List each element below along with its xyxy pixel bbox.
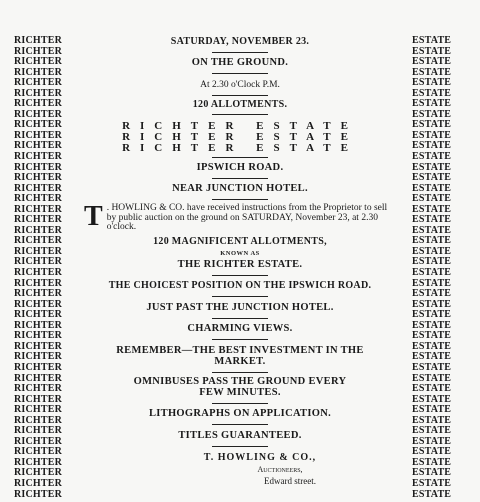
estate-label: ESTATE bbox=[412, 467, 452, 479]
estate-line-1: RICHTER ESTATE bbox=[122, 120, 358, 132]
choicest-position: THE CHOICEST POSITION ON THE IPSWICH ROAD. bbox=[108, 280, 372, 291]
auctioneer-address: Edward street. bbox=[264, 476, 316, 486]
richter-label: RICHTER bbox=[14, 161, 63, 173]
richter-label: RICHTER bbox=[14, 383, 63, 395]
richter-label: RICHTER bbox=[14, 214, 63, 226]
junction-hotel-note: JUST PAST THE JUNCTION HOTEL. bbox=[146, 302, 334, 313]
allotments-count: 120 ALLOTMENTS. bbox=[192, 99, 288, 110]
estate-label: ESTATE bbox=[412, 161, 452, 173]
divider bbox=[212, 318, 268, 319]
richter-label: RICHTER bbox=[14, 414, 63, 426]
richter-label: RICHTER bbox=[14, 267, 63, 279]
richter-label: RICHTER bbox=[14, 87, 63, 99]
estate-label: ESTATE bbox=[412, 340, 452, 352]
divider bbox=[212, 178, 268, 179]
estate-label: ESTATE bbox=[412, 309, 452, 321]
estate-label: ESTATE bbox=[412, 66, 452, 78]
estate-label: ESTATE bbox=[412, 488, 452, 500]
omnibus-line-2: FEW MINUTES. bbox=[199, 387, 281, 398]
estate-label: ESTATE bbox=[412, 98, 452, 110]
richter-label: RICHTER bbox=[14, 361, 63, 373]
estate-label: ESTATE bbox=[412, 425, 452, 437]
richter-label: RICHTER bbox=[14, 446, 63, 458]
estate-label: ESTATE bbox=[412, 372, 452, 384]
estate-label: ESTATE bbox=[412, 288, 452, 300]
richter-label: RICHTER bbox=[14, 404, 63, 416]
estate-label: ESTATE bbox=[412, 319, 452, 331]
richter-label: RICHTER bbox=[14, 330, 63, 342]
richter-label: RICHTER bbox=[14, 66, 63, 78]
omnibus-line-1: OMNIBUSES PASS THE GROUND EVERY bbox=[133, 376, 347, 387]
richter-label: RICHTER bbox=[14, 319, 63, 331]
estate-label: ESTATE bbox=[412, 214, 452, 226]
auction-time: At 2.30 o'Clock P.M. bbox=[200, 80, 280, 90]
estate-label: ESTATE bbox=[412, 224, 452, 236]
divider bbox=[212, 275, 268, 276]
estate-label: ESTATE bbox=[412, 414, 452, 426]
richter-label: RICHTER bbox=[14, 256, 63, 268]
richter-label: RICHTER bbox=[14, 193, 63, 205]
richter-label: RICHTER bbox=[14, 435, 63, 447]
richter-label: RICHTER bbox=[14, 488, 63, 500]
estate-label: ESTATE bbox=[412, 477, 452, 489]
divider bbox=[212, 95, 268, 96]
richter-label: RICHTER bbox=[14, 119, 63, 131]
estate-line-2: RICHTER ESTATE bbox=[122, 131, 358, 143]
estate-label: ESTATE bbox=[412, 108, 452, 120]
estate-label: ESTATE bbox=[412, 267, 452, 279]
titles-guaranteed: TITLES GUARANTEED. bbox=[178, 430, 302, 441]
richter-label: RICHTER bbox=[14, 140, 63, 152]
divider bbox=[212, 446, 268, 447]
estate-label: ESTATE bbox=[412, 446, 452, 458]
richter-label: RICHTER bbox=[14, 108, 63, 120]
lithographs-note: LITHOGRAPHS ON APPLICATION. bbox=[148, 408, 332, 419]
estate-label: ESTATE bbox=[412, 298, 452, 310]
richter-label: RICHTER bbox=[14, 129, 63, 141]
richter-label: RICHTER bbox=[14, 45, 63, 57]
divider bbox=[212, 157, 268, 158]
richter-label: RICHTER bbox=[14, 298, 63, 310]
known-as: KNOWN AS bbox=[220, 250, 260, 257]
left-richter-column bbox=[14, 36, 62, 500]
right-estate-column bbox=[412, 36, 451, 500]
estate-label: ESTATE bbox=[412, 351, 452, 363]
magnificent-allotments: 120 MAGNIFICENT ALLOTMENTS, bbox=[153, 236, 327, 247]
richter-label: RICHTER bbox=[14, 372, 63, 384]
drop-cap: T bbox=[84, 201, 103, 232]
estate-label: ESTATE bbox=[412, 45, 452, 57]
estate-label: ESTATE bbox=[412, 404, 452, 416]
estate-label: ESTATE bbox=[412, 235, 452, 247]
estate-label: ESTATE bbox=[412, 56, 452, 68]
divider bbox=[212, 114, 268, 115]
richter-label: RICHTER bbox=[14, 477, 63, 489]
estate-label: ESTATE bbox=[412, 119, 452, 131]
divider bbox=[212, 199, 268, 200]
divider bbox=[212, 372, 268, 373]
richter-label: RICHTER bbox=[14, 172, 63, 184]
richter-label: RICHTER bbox=[14, 56, 63, 68]
remember-line-1: REMEMBER—THE BEST INVESTMENT IN THE bbox=[116, 345, 364, 356]
estate-label: ESTATE bbox=[412, 87, 452, 99]
richter-label: RICHTER bbox=[14, 340, 63, 352]
richter-label: RICHTER bbox=[14, 277, 63, 289]
estate-label: ESTATE bbox=[412, 456, 452, 468]
divider bbox=[212, 296, 268, 297]
estate-label: ESTATE bbox=[412, 151, 452, 163]
richter-label: RICHTER bbox=[14, 235, 63, 247]
estate-label: ESTATE bbox=[412, 35, 452, 46]
richter-label: RICHTER bbox=[14, 35, 63, 46]
divider bbox=[212, 339, 268, 340]
auctioneer-signature: T. HOWLING & CO., bbox=[203, 452, 317, 463]
intro-paragraph bbox=[84, 201, 396, 233]
estate-label: ESTATE bbox=[412, 256, 452, 268]
richter-label: RICHTER bbox=[14, 351, 63, 363]
estate-line-3: RICHTER ESTATE bbox=[122, 142, 358, 154]
auction-date: SATURDAY, NOVEMBER 23. bbox=[170, 36, 310, 47]
estate-label: ESTATE bbox=[412, 129, 452, 141]
richter-label: RICHTER bbox=[14, 224, 63, 236]
estate-label: ESTATE bbox=[412, 193, 452, 205]
estate-label: ESTATE bbox=[412, 77, 452, 89]
estate-label: ESTATE bbox=[412, 245, 452, 257]
estate-label: ESTATE bbox=[412, 172, 452, 184]
estate-name: THE RICHTER ESTATE. bbox=[177, 259, 303, 270]
divider bbox=[212, 403, 268, 404]
intro-text: . HOWLING & CO. have received instructions from the Proprietor to sell by public auction on the ground on SATURDAY, November 23, at 2.30 o'clock. bbox=[106, 203, 388, 232]
location-heading: ON THE GROUND. bbox=[191, 57, 289, 68]
estate-label: ESTATE bbox=[412, 361, 452, 373]
divider bbox=[212, 73, 268, 74]
estate-label: ESTATE bbox=[412, 277, 452, 289]
richter-label: RICHTER bbox=[14, 151, 63, 163]
richter-label: RICHTER bbox=[14, 288, 63, 300]
divider bbox=[212, 52, 268, 53]
richter-label: RICHTER bbox=[14, 425, 63, 437]
remember-line-2: MARKET. bbox=[214, 356, 266, 367]
estate-label: ESTATE bbox=[412, 435, 452, 447]
richter-label: RICHTER bbox=[14, 98, 63, 110]
estate-label: ESTATE bbox=[412, 383, 452, 395]
richter-label: RICHTER bbox=[14, 245, 63, 257]
richter-label: RICHTER bbox=[14, 309, 63, 321]
estate-label: ESTATE bbox=[412, 393, 452, 405]
estate-label: ESTATE bbox=[412, 182, 452, 194]
hotel-heading: NEAR JUNCTION HOTEL. bbox=[172, 183, 308, 194]
estate-label: ESTATE bbox=[412, 203, 452, 215]
richter-label: RICHTER bbox=[14, 467, 63, 479]
richter-label: RICHTER bbox=[14, 203, 63, 215]
richter-label: RICHTER bbox=[14, 456, 63, 468]
richter-label: RICHTER bbox=[14, 77, 63, 89]
estate-label: ESTATE bbox=[412, 140, 452, 152]
richter-label: RICHTER bbox=[14, 393, 63, 405]
richter-label: RICHTER bbox=[14, 182, 63, 194]
divider bbox=[212, 424, 268, 425]
estate-label: ESTATE bbox=[412, 330, 452, 342]
auctioneers-title: Auctioneers, bbox=[257, 465, 303, 474]
charming-views: CHARMING VIEWS. bbox=[187, 323, 293, 334]
road-heading: IPSWICH ROAD. bbox=[196, 162, 284, 173]
